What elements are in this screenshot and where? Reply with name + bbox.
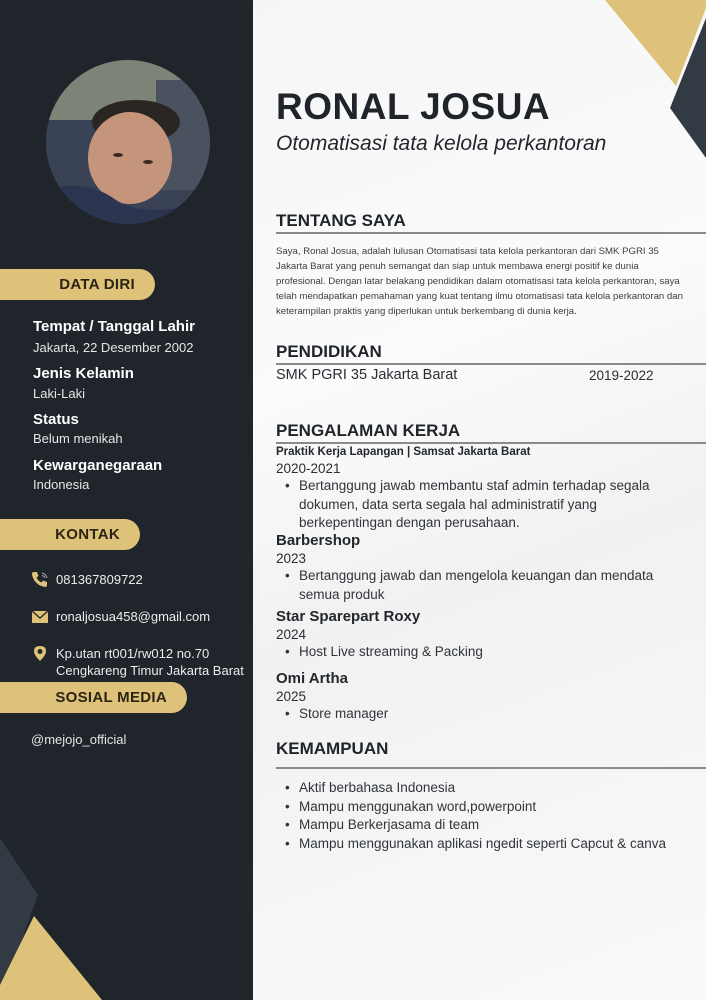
about-text: Saya, Ronal Josua, adalah lulusan Otomatisasi tata kelola perkantoran dari SMK PGRI 35 Jakarta Barat yang penuh semangat dan siap untuk membawa energi positif ke dunia profesional. Dengan latar belakang pendidikan dalam otomatisasi tata kelola perkantoran, saya telah mendapatkan pemahaman yang kuat tentang ilmu otomatisasi tata kelola perkantoran dan keterampilan praktis yang diperlukan untuk berkembang di dunia kerja.	[276, 246, 683, 317]
sosial-media-header	[0, 682, 187, 713]
kemampuan-title: KEMAMPUAN	[276, 739, 706, 769]
data-diri-header	[0, 269, 155, 300]
status-value: Belum menikah	[33, 431, 123, 446]
kontak-header	[0, 519, 140, 550]
mail-icon	[31, 608, 49, 625]
job-title: Star Sparepart Roxy	[276, 608, 421, 625]
job-item	[276, 445, 676, 533]
skill-item: • Mampu menggunakan aplikasi ngedit seperti Capcut & canva	[276, 835, 666, 854]
job-bullet: • Bertanggung jawab membantu staf admin terhadap segala dokumen, data serta segala hal administratif yang berkepentingan dengan perusahaan.	[276, 477, 676, 533]
job-year: 2025	[276, 689, 307, 704]
skills-list	[276, 779, 666, 853]
person-role: Otomatisasi tata kelola perkantoran	[276, 132, 607, 155]
gender-label: Jenis Kelamin	[33, 365, 134, 382]
job-title: Barbershop	[276, 532, 361, 549]
location-pin-icon	[31, 645, 49, 662]
status-label: Status	[33, 411, 79, 428]
skill-item: • Mampu menggunakan word,powerpoint	[276, 798, 666, 817]
job-bullets	[276, 477, 676, 533]
job-bullets	[276, 567, 676, 604]
job-bullet: • Host Live streaming & Packing	[276, 643, 676, 662]
education-school: SMK PGRI 35 Jakarta Barat	[276, 367, 458, 383]
phone-icon	[31, 571, 49, 588]
citizenship-label: Kewarganegaraan	[33, 457, 163, 474]
job-item	[276, 669, 676, 724]
birth-label: Tempat / Tanggal Lahir	[33, 318, 195, 335]
email-row[interactable]	[31, 608, 210, 625]
education-years: 2019-2022	[589, 368, 654, 383]
email-value: ronaljosua458@gmail.com	[56, 609, 211, 624]
birth-value: Jakarta, 22 Desember 2002	[33, 340, 194, 355]
address-line-1: Kp.utan rt001/rw012 no.70	[56, 646, 210, 661]
pengalaman-title: PENGALAMAN KERJA	[276, 421, 706, 444]
job-item	[276, 607, 676, 662]
sosial-media-title: SOSIAL MEDIA	[55, 689, 167, 706]
kontak-title: KONTAK	[55, 526, 120, 543]
phone-row[interactable]	[31, 571, 143, 588]
job-bullet: • Bertanggung jawab dan mengelola keuangan dan mendata semua produk	[276, 567, 676, 604]
avatar	[46, 60, 210, 224]
address-row	[31, 645, 244, 679]
data-diri-title: DATA DIRI	[59, 276, 135, 293]
job-year: 2020-2021	[276, 461, 341, 476]
job-year: 2024	[276, 627, 307, 642]
main-content	[276, 0, 706, 1000]
job-bullets	[276, 705, 676, 724]
pendidikan-title: PENDIDIKAN	[276, 342, 706, 365]
gender-value: Laki-Laki	[33, 386, 86, 401]
skill-item: • Mampu Berkerjasama di team	[276, 816, 666, 835]
job-bullet: • Store manager	[276, 705, 676, 724]
phone-value: 081367809722	[56, 572, 143, 587]
tentang-saya-title: TENTANG SAYA	[276, 211, 706, 234]
job-title: Omi Artha	[276, 670, 348, 687]
job-title: Praktik Kerja Lapangan | Samsat Jakarta Barat	[276, 446, 531, 458]
profile-photo-icon	[46, 60, 210, 224]
job-year: 2023	[276, 551, 307, 566]
skill-item: • Aktif berbahasa Indonesia	[276, 779, 666, 798]
citizenship-value: Indonesia	[33, 477, 90, 492]
sidebar	[0, 0, 253, 1000]
job-bullets	[276, 643, 676, 662]
address-line-2: Cengkareng Timur Jakarta Barat	[56, 663, 244, 678]
job-item	[276, 531, 676, 604]
social-handle[interactable]: @mejojo_official	[31, 732, 127, 747]
person-name: RONAL JOSUA	[276, 86, 551, 127]
